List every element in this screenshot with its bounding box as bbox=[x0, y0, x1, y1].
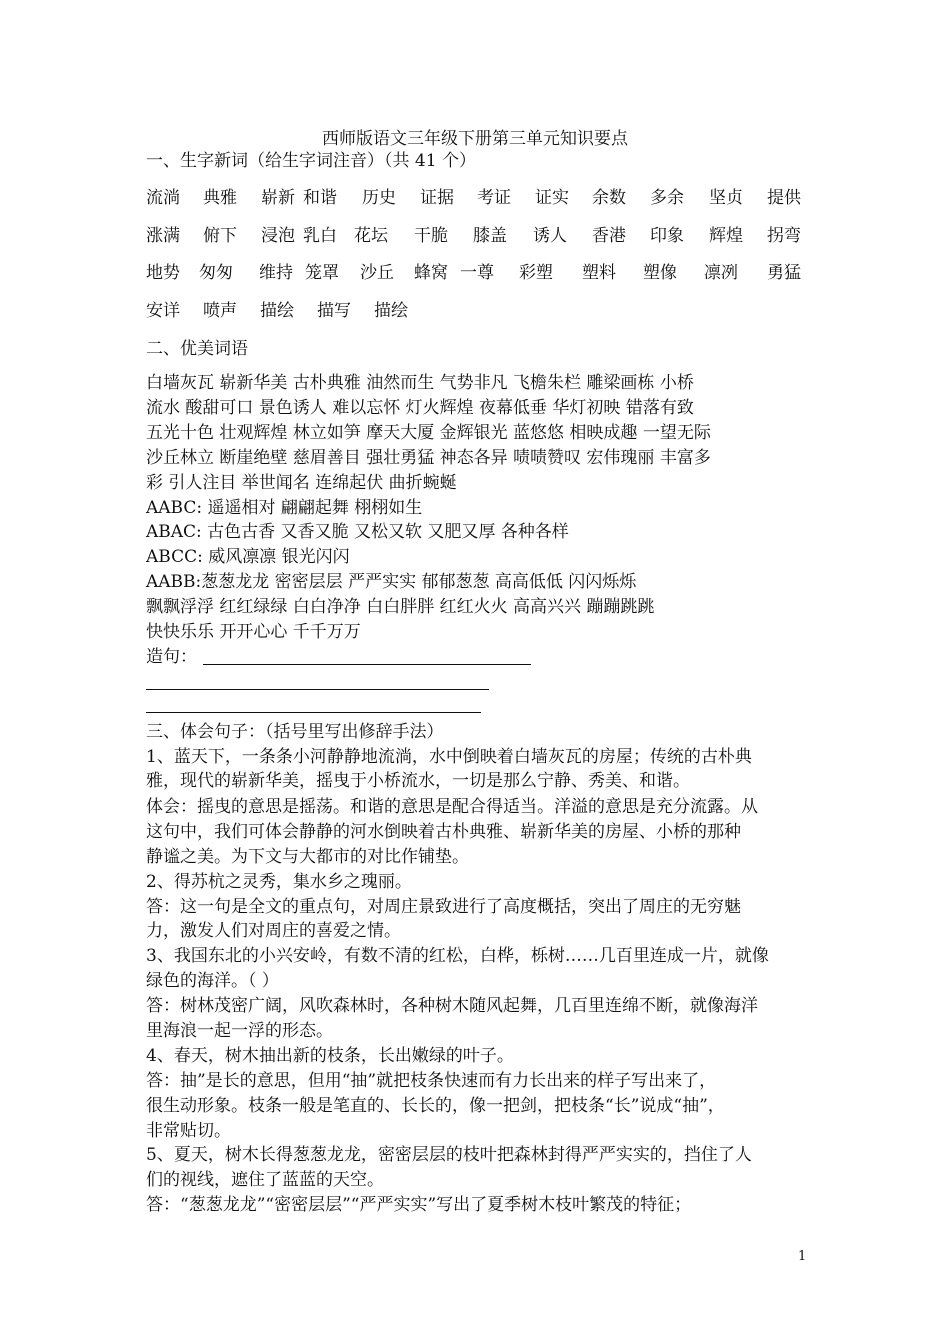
vocab-word: 典雅 bbox=[203, 188, 237, 208]
text-line: ABAC: 古色古香 又香又脆 又松又软 又肥又厚 各种各样 bbox=[146, 522, 569, 542]
vocab-word: 多余 bbox=[650, 188, 684, 208]
text-line: 答：抽”是长的意思，但用“抽”就把枝条快速而有力长出来的样子写出来了， bbox=[146, 1071, 717, 1091]
vocab-word: 安详 bbox=[146, 301, 180, 321]
vocab-word: 匆匆 bbox=[199, 263, 233, 283]
vocab-word: 描写 bbox=[317, 301, 351, 321]
section3-heading: 三、体会句子：（括号里写出修辞手法） bbox=[146, 722, 444, 742]
text-line: 五光十色 壮观辉煌 林立如笋 摩天大厦 金辉银光 蓝悠悠 相映成趣 一望无际 bbox=[146, 423, 711, 443]
vocab-word: 膝盖 bbox=[473, 226, 507, 246]
sentence-label: 造句： bbox=[146, 647, 197, 667]
vocab-word: 一尊 bbox=[460, 263, 494, 283]
vocab-word: 坚贞 bbox=[709, 188, 743, 208]
text-line: 里海浪一起一浮的形态。 bbox=[146, 1021, 333, 1041]
vocab-word: 彩塑 bbox=[519, 263, 553, 283]
text-line: 飘飘浮浮 红红绿绿 白白净净 白白胖胖 红红火火 高高兴兴 蹦蹦跳跳 bbox=[146, 597, 655, 617]
text-line: 白墙灰瓦 崭新华美 古朴典雅 油然而生 气势非凡 飞檐朱栏 雕梁画栋 小桥 bbox=[146, 373, 694, 393]
page-number: 1 bbox=[798, 1249, 807, 1264]
vocab-word: 辉煌 bbox=[709, 226, 743, 246]
section1-heading: 一、生字新词（给生字词注音）（共 41 个） bbox=[146, 151, 476, 171]
vocab-word: 塑像 bbox=[643, 263, 677, 283]
text-line: 3、我国东北的小兴安岭，有数不清的红松，白桦，栎树……几百里连成一片，就像 bbox=[146, 946, 769, 966]
vocab-word: 乳白 bbox=[303, 226, 337, 246]
text-line: ABCC: 威风凛凛 银光闪闪 bbox=[146, 547, 350, 567]
text-line: 答：树林茂密广阔，风吹森林时，各种树木随风起舞，几百里连绵不断，就像海洋 bbox=[146, 996, 758, 1016]
text-line: 1、蓝天下，一条条小河静静地流淌，水中倒映着白墙灰瓦的房屋；传统的古朴典 bbox=[146, 747, 752, 767]
answer-blank-line bbox=[146, 689, 489, 690]
text-line: 们的视线，遮住了蓝蓝的天空。 bbox=[146, 1170, 384, 1190]
vocab-word: 和谐 bbox=[303, 188, 337, 208]
vocab-word: 历史 bbox=[362, 188, 396, 208]
vocab-word: 地势 bbox=[146, 263, 180, 283]
vocab-word: 凛冽 bbox=[704, 263, 738, 283]
text-line: 绿色的海洋。（ ） bbox=[146, 971, 279, 991]
vocab-word: 蜂窝 bbox=[414, 263, 448, 283]
vocab-word: 干脆 bbox=[414, 226, 448, 246]
vocab-word: 塑料 bbox=[582, 263, 616, 283]
vocab-word: 余数 bbox=[592, 188, 626, 208]
text-line: 4、春天，树木抽出新的枝条，长出嫩绿的叶子。 bbox=[146, 1046, 514, 1066]
text-line: 答：这一句是全文的重点句，对周庄景致进行了高度概括，突出了周庄的无穷魅 bbox=[146, 897, 741, 917]
text-line: 这句中，我们可体会静静的河水倒映着古朴典雅、崭新华美的房屋、小桥的那种 bbox=[146, 822, 741, 842]
answer-blank-line bbox=[203, 664, 531, 665]
text-line: AABB:葱葱龙龙 密密层层 严严实实 郁郁葱葱 高高低低 闪闪烁烁 bbox=[146, 572, 637, 592]
vocab-word: 花坛 bbox=[354, 226, 388, 246]
vocab-word: 喷声 bbox=[203, 301, 237, 321]
vocab-word: 考证 bbox=[477, 188, 511, 208]
text-line: 彩 引人注目 举世闻名 连绵起伏 曲折蜿蜒 bbox=[146, 473, 457, 493]
vocab-word: 涨满 bbox=[146, 226, 180, 246]
page-title: 西师版语文三年级下册第三单元知识要点 bbox=[322, 129, 628, 149]
text-line: 非常贴切。 bbox=[146, 1121, 231, 1141]
vocab-word: 拐弯 bbox=[767, 226, 801, 246]
text-line: 答：“葱葱龙龙”“密密层层”“严严实实”写出了夏季树木枝叶繁茂的特征； bbox=[146, 1195, 692, 1215]
section2-heading: 二、优美词语 bbox=[146, 339, 248, 359]
vocab-word: 描绘 bbox=[374, 301, 408, 321]
text-line: 雅，现代的崭新华美，摇曳于小桥流水，一切是那么宁静、秀美、和谐。 bbox=[146, 771, 690, 791]
vocab-word: 证实 bbox=[535, 188, 569, 208]
text-line: 静谧之美。为下文与大都市的对比作铺垫。 bbox=[146, 847, 469, 867]
vocab-word: 俯下 bbox=[203, 226, 237, 246]
text-line: 体会：摇曳的意思是摇荡。和谐的意思是配合得适当。洋溢的意思是充分流露。从 bbox=[146, 797, 758, 817]
text-line: 流水 酸甜可口 景色诱人 难以忘怀 灯火辉煌 夜幕低垂 华灯初映 错落有致 bbox=[146, 398, 694, 418]
answer-blank-line bbox=[146, 712, 481, 713]
text-line: 力，激发人们对周庄的喜爱之情。 bbox=[146, 921, 401, 941]
text-line: 5、夏天，树木长得葱葱龙龙，密密层层的枝叶把森林封得严严实实的，挡住了人 bbox=[146, 1145, 752, 1165]
text-line: AABC: 遥遥相对 翩翩起舞 栩栩如生 bbox=[146, 498, 423, 518]
vocab-word: 证据 bbox=[420, 188, 454, 208]
text-line: 2、得苏杭之灵秀，集水乡之瑰丽。 bbox=[146, 872, 412, 892]
vocab-word: 维持 bbox=[259, 263, 293, 283]
vocab-word: 流淌 bbox=[146, 188, 180, 208]
text-line: 快快乐乐 开开心心 千千万万 bbox=[146, 622, 361, 642]
vocab-word: 印象 bbox=[650, 226, 684, 246]
vocab-word: 笼罩 bbox=[305, 263, 339, 283]
text-line: 很生动形象。枝条一般是笔直的、长长的，像一把剑，把枝条“长”说成“抽”， bbox=[146, 1096, 725, 1116]
vocab-word: 崭新 bbox=[261, 188, 295, 208]
vocab-word: 沙丘 bbox=[360, 263, 394, 283]
text-line: 沙丘林立 断崖绝壁 慈眉善目 强壮勇猛 神态各异 啧啧赞叹 宏伟瑰丽 丰富多 bbox=[146, 448, 711, 468]
vocab-word: 香港 bbox=[592, 226, 626, 246]
vocab-word: 勇猛 bbox=[767, 263, 801, 283]
vocab-word: 提供 bbox=[767, 188, 801, 208]
vocab-word: 浸泡 bbox=[261, 226, 295, 246]
vocab-word: 描绘 bbox=[260, 301, 294, 321]
vocab-word: 诱人 bbox=[533, 226, 567, 246]
